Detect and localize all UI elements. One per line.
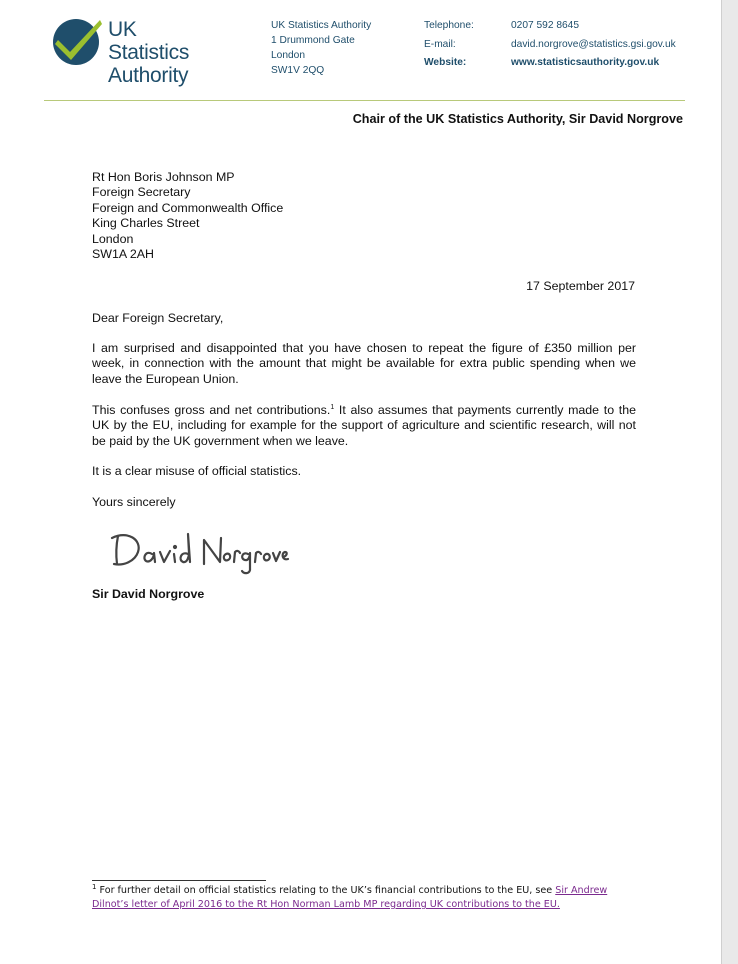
letter-date: 17 September 2017 — [526, 279, 635, 293]
recipient-line: SW1A 2AH — [92, 247, 154, 262]
closing: Yours sincerely — [92, 495, 176, 509]
footnote-text: For further detail on official statistics relating to the UK’s financial contributions to the EU, see — [96, 885, 556, 896]
paragraph-2-start: This confuses gross and net contributions. — [92, 403, 331, 417]
footnote — [92, 884, 642, 912]
footnote-link[interactable]: Sir Andrew Dilnot’s letter of April 2016 to the Rt Hon Norman Lamb MP regarding UK contributions to the EU. — [92, 885, 608, 910]
recipient-line: Foreign Secretary — [92, 185, 191, 200]
website-label: Website: — [424, 57, 467, 68]
recipient-line: King Charles Street — [92, 216, 200, 231]
salutation: Dear Foreign Secretary, — [92, 311, 224, 325]
footnote-marker: 1 — [92, 882, 97, 891]
paragraph-3: It is a clear misuse of official statistics. — [92, 464, 302, 478]
footnote-reference: 1 — [330, 403, 335, 411]
recipient-line: Rt Hon Boris Johnson MP — [92, 170, 235, 184]
email-value[interactable]: david.norgrove@statistics.gsi.gov.uk — [511, 38, 676, 50]
logo-line2: Authority — [108, 64, 189, 87]
logo-line1: UK Statistics — [108, 18, 190, 64]
paragraph-2-rest: It also assumes that payments currently made to the UK by the EU, including for example for the support of agriculture and scientific research, will not be paid by the UK government when we leave. — [92, 403, 636, 448]
email-label: E-mail: — [424, 38, 456, 50]
recipient-address — [92, 170, 636, 262]
address-line: UK Statistics Authority — [271, 20, 372, 31]
address-line: 1 Drummond Gate — [271, 35, 355, 46]
website-value[interactable]: www.statisticsauthority.gov.uk — [511, 57, 660, 68]
logo-wordmark — [108, 18, 222, 87]
address-line: London — [271, 50, 305, 61]
checkmark-logo-icon — [52, 16, 104, 68]
recipient-line: Foreign and Commonwealth Office — [92, 200, 284, 215]
paragraph-1: I am surprised and disappointed that you have chosen to repeat the figure of £350 million per week, in connection with the amount that might be available for extra public spending when we leave the European Union. — [92, 341, 636, 386]
chair-line: Chair of the UK Statistics Authority, Sir David Norgrove — [352, 112, 683, 126]
telephone-value: 0207 592 8645 — [511, 20, 579, 31]
footnote-divider — [92, 880, 266, 881]
telephone-label: Telephone: — [424, 20, 474, 31]
header-divider — [44, 100, 685, 101]
uk-statistics-authority-logo — [52, 16, 222, 87]
signatory-name: Sir David Norgrove — [92, 587, 205, 601]
contact-details — [424, 17, 676, 73]
page-gutter — [722, 0, 738, 964]
recipient-line: London — [92, 231, 134, 246]
sender-address — [271, 18, 371, 78]
address-line: SW1V 2QQ — [271, 65, 325, 76]
handwritten-signature — [108, 526, 290, 576]
paragraph-2 — [92, 403, 636, 449]
